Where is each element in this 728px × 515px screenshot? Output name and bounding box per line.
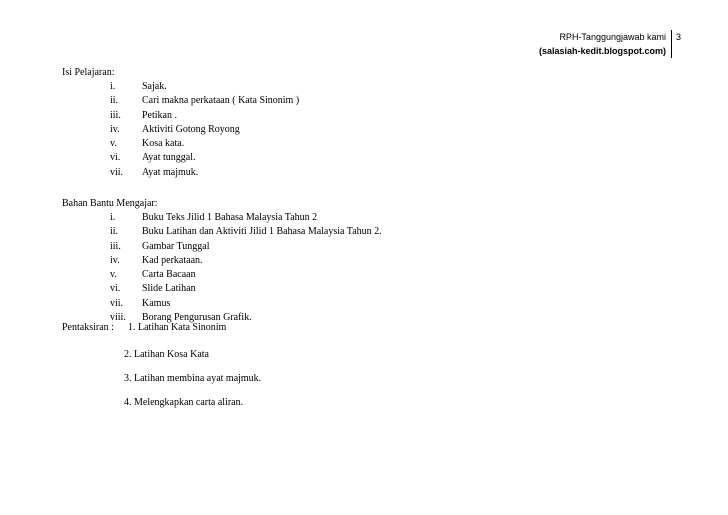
list-item-text: Buku Teks Jilid 1 Bahasa Malaysia Tahun 2 <box>142 212 318 223</box>
list-item-number: vi. <box>110 283 121 295</box>
page-number: 3 <box>676 32 682 42</box>
header-blog-url: (salasiah-kedit.blogspot.com) <box>538 46 666 56</box>
list-item-number: vii. <box>110 166 124 178</box>
list-item-number: v. <box>110 138 117 150</box>
list-item-text: Ayat majmuk. <box>142 166 199 178</box>
list-item-number: ii. <box>110 226 119 238</box>
bahan-bantu-title: Bahan Bantu Mengajar: <box>62 198 158 209</box>
pentaksiran-item: 4. Melengkapkan carta aliran. <box>124 397 244 408</box>
list-item-number: iv. <box>110 123 120 135</box>
pentaksiran-item: 3. Latihan membina ayat majmuk. <box>124 373 262 384</box>
header-title: RPH-Tanggungjawab kami <box>559 32 666 42</box>
list-item-text: Kamus <box>142 297 171 309</box>
list-item-number: i. <box>110 81 116 92</box>
list-item-number: iii. <box>110 240 121 252</box>
list-item-number: ii. <box>110 95 119 107</box>
pentaksiran-label: Pentaksiran : <box>62 322 114 333</box>
page-header <box>539 30 672 58</box>
list-item-number: viii. <box>110 312 126 324</box>
isi-pelajaran-title: Isi Pelajaran: <box>62 67 115 78</box>
list-item-text: Cari makna perkataan ( Kata Sinonim ) <box>142 95 300 107</box>
list-item-number: vi. <box>110 152 121 164</box>
list-item-text: Kosa kata. <box>142 138 185 150</box>
list-item-text: Gambar Tunggal <box>142 240 210 252</box>
list-item-number: v. <box>110 269 117 281</box>
list-item-text: Kad perkataan. <box>142 254 203 266</box>
list-item-text: Buku Latihan dan Aktiviti Jilid 1 Bahasa Malaysia Tahun 2. <box>142 226 382 238</box>
list-item-text: Slide Latihan <box>142 283 196 295</box>
list-item-text: Petikan . <box>142 109 177 121</box>
pentaksiran-item: 2. Latihan Kosa Kata <box>124 349 209 360</box>
pentaksiran-item: 1. Latihan Kata Sinonim <box>128 322 227 333</box>
list-item-text: Aktiviti Gotong Royong <box>142 123 240 135</box>
list-item-text: Carta Bacaan <box>142 269 196 281</box>
list-item-number: iv. <box>110 254 120 266</box>
list-item-text: Ayat tunggal. <box>142 152 196 164</box>
list-item-number: i. <box>110 212 116 223</box>
list-item-text: Sajak. <box>142 81 167 92</box>
list-item-number: vii. <box>110 297 124 309</box>
list-item-number: iii. <box>110 109 121 121</box>
list-item-text: Borang Pengurusan Grafik. <box>142 312 252 324</box>
